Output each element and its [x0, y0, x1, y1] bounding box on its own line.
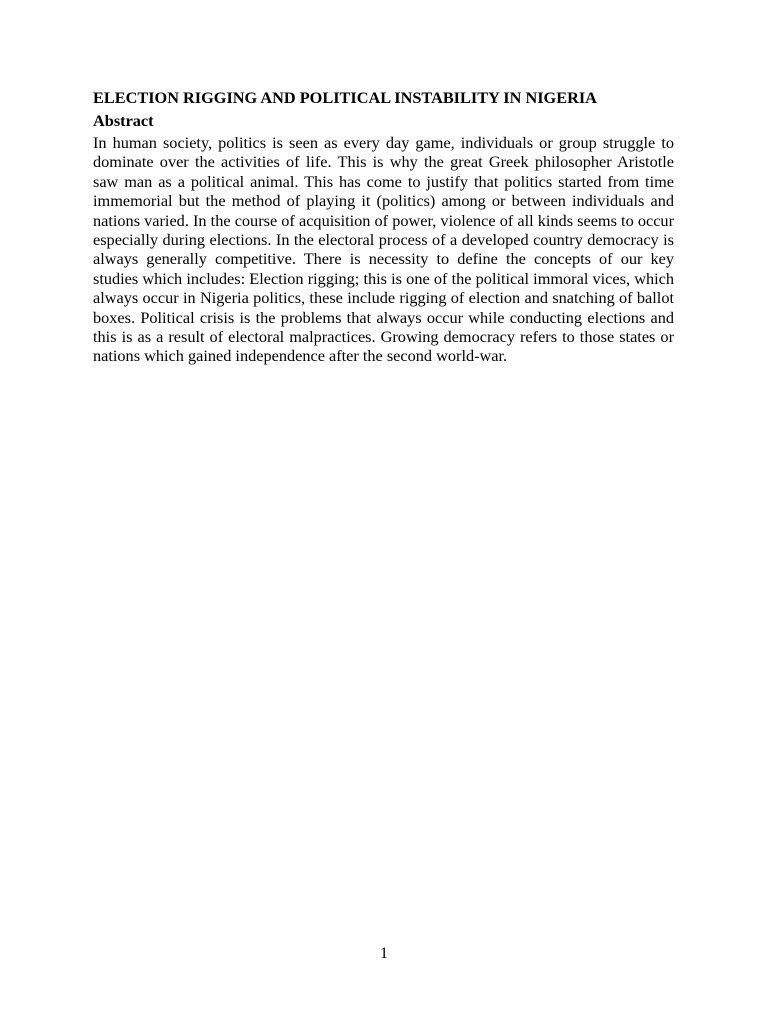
- abstract-heading: Abstract: [93, 111, 154, 130]
- page-content: [93, 86, 674, 366]
- page-number: 1: [379, 943, 389, 962]
- abstract-paragraph: In human society, politics is seen as every day game, individuals or group struggle to dominate over the activities of life. This is why the great Greek philosopher Aristotle saw man as a political animal. This has come to justify that politics started from time immemorial but the method of playing it (politics) among or between individuals and nations varied. In the course of acquisition of power, violence of all kinds seems to occur especially during elections. In the electoral process of a developed country democracy is always generally competitive. There is necessity to define the concepts of our key studies which includes: Election rigging; this is one of the political immoral vices, which always occur in Nigeria politics, these include rigging of election and snatching of ballot boxes. Political crisis is the problems that always occur while conducting elections and this is as a result of electoral malpractices. Growing democracy refers to those states or nations which gained independence after the second world-war.: [93, 133, 674, 366]
- document-title: ELECTION RIGGING AND POLITICAL INSTABILITY IN NIGERIA: [93, 88, 597, 107]
